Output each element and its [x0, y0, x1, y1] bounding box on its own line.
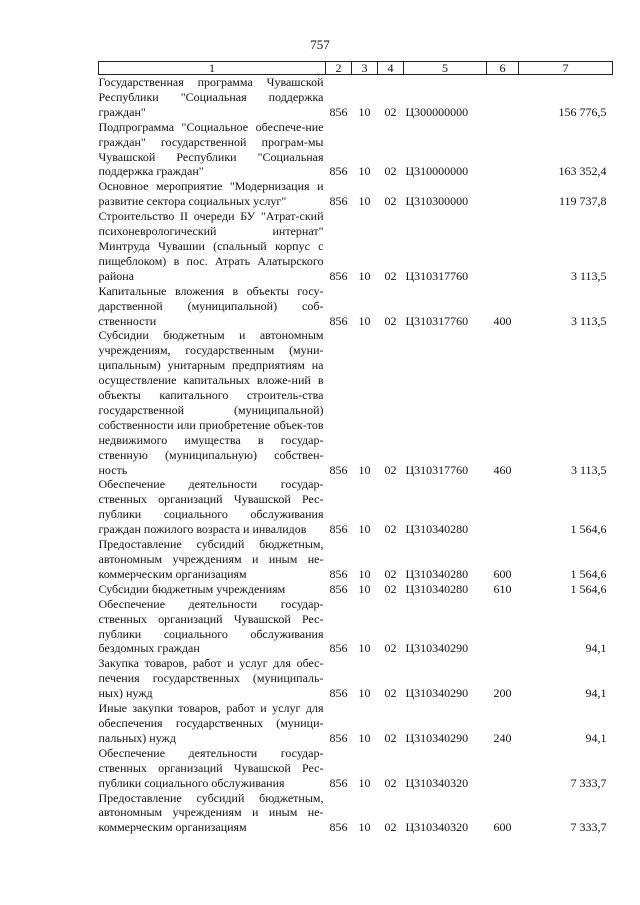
row-ministry: 856	[329, 686, 348, 701]
row-name: Строительство II очереди БУ "Атрат-ский психоневрологический интернат" Минтруда Чувашии (спальный корпус с пищеблоком) в пос. Атрать Алатырского района	[98, 209, 324, 283]
table-row	[99, 120, 613, 180]
row-subsection: 02	[384, 313, 397, 328]
row-target: Ц310317760	[405, 313, 469, 328]
row-subsection: 02	[384, 194, 397, 209]
table-row	[99, 477, 613, 537]
row-name: Субсидии бюджетным учреждениям	[98, 581, 286, 596]
row-subsection: 02	[384, 775, 397, 790]
row-target: Ц310317760	[405, 462, 469, 477]
table-row	[99, 791, 613, 836]
row-name: Предоставление субсидий бюджетным, автономным учреждениям и иным не-коммерческим организациям	[98, 537, 324, 581]
row-type	[487, 209, 519, 284]
row-type: 200	[493, 686, 512, 701]
table-row	[99, 701, 613, 746]
header-cell-target: 5	[404, 62, 487, 75]
row-ministry: 856	[329, 820, 348, 835]
row-amount: 7 333,7	[570, 820, 607, 835]
table-header	[99, 62, 613, 75]
row-ministry: 856	[329, 194, 348, 209]
row-target: Ц310340280	[405, 581, 469, 596]
table-row	[99, 537, 613, 582]
row-section: 10	[358, 462, 371, 477]
table-row	[99, 597, 613, 657]
row-type: 460	[493, 462, 512, 477]
row-subsection: 02	[384, 566, 397, 581]
header-cell-subsection: 4	[378, 62, 404, 75]
row-subsection: 02	[384, 522, 397, 537]
row-subsection: 02	[384, 462, 397, 477]
row-amount: 3 113,5	[570, 268, 607, 283]
row-section: 10	[358, 268, 371, 283]
row-section: 10	[358, 566, 371, 581]
row-name: Обеспечение деятельности государ-ственных организаций Чувашской Рес-публики социального обслуживания	[98, 745, 324, 790]
row-amount: 156 776,5	[558, 104, 607, 119]
row-type	[487, 179, 519, 209]
row-amount: 1 564,6	[570, 566, 607, 581]
row-amount: 119 737,8	[558, 194, 607, 209]
row-section: 10	[358, 313, 371, 328]
row-amount: 1 564,6	[570, 581, 607, 596]
row-target: Ц310340280	[405, 566, 469, 581]
table-row	[99, 582, 613, 597]
row-ministry: 856	[329, 164, 348, 179]
row-target: Ц310300000	[405, 194, 469, 209]
row-target: Ц310340320	[405, 820, 469, 835]
table-row	[99, 75, 613, 120]
row-target: Ц310340290	[405, 730, 469, 745]
table-row	[99, 328, 613, 477]
row-section: 10	[358, 194, 371, 209]
row-target: Ц300000000	[405, 104, 469, 119]
row-name: Основное мероприятие "Модернизация и развитие сектора социальных услуг"	[98, 179, 324, 209]
row-name: Иные закупки товаров, работ и услуг для обеспечения государственных (муници-пальных) нужд	[98, 701, 324, 745]
row-subsection: 02	[384, 820, 397, 835]
row-target: Ц310317760	[405, 268, 469, 283]
row-type	[487, 477, 519, 537]
row-section: 10	[358, 164, 371, 179]
table-row	[99, 209, 613, 284]
row-subsection: 02	[384, 104, 397, 119]
row-section: 10	[358, 104, 371, 119]
row-amount: 163 352,4	[558, 164, 607, 179]
row-ministry: 856	[329, 522, 348, 537]
row-name: Капитальные вложения в объекты госу-дарственной (муниципальной) соб-ственности	[98, 283, 324, 328]
row-type: 400	[493, 313, 512, 328]
row-type: 600	[493, 566, 512, 581]
row-name: Субсидии бюджетным и автономным учреждениям, государственным (муни-ципальным) унитарным предприятиям на осуществление капитальных вложе-ний в объекты капитального строитель-ства государственной (муниципальной) собственности или приобретение объек-тов недвижимого имущества в государ-ственную (муниципальную) собствен-ность	[98, 328, 324, 477]
row-section: 10	[358, 686, 371, 701]
header-row	[99, 62, 613, 75]
row-ministry: 856	[329, 566, 348, 581]
row-section: 10	[358, 641, 371, 656]
row-target: Ц310340320	[405, 775, 469, 790]
row-amount: 3 113,5	[570, 462, 607, 477]
row-amount: 7 333,7	[570, 775, 607, 790]
row-type: 600	[493, 820, 512, 835]
row-type	[487, 120, 519, 180]
row-subsection: 02	[384, 164, 397, 179]
row-subsection: 02	[384, 268, 397, 283]
budget-table	[98, 61, 613, 835]
row-type	[487, 75, 519, 120]
row-type: 610	[493, 581, 512, 596]
row-subsection: 02	[384, 686, 397, 701]
row-subsection: 02	[384, 581, 397, 596]
row-type	[487, 597, 519, 657]
row-amount: 94,1	[585, 686, 607, 701]
row-name: Подпрограмма "Социальное обеспече-ние граждан" государственной програм-мы Чувашской Республики "Социальная поддержка граждан"	[98, 119, 324, 179]
row-ministry: 856	[329, 581, 348, 596]
header-cell-name: 1	[99, 62, 326, 75]
row-target: Ц310340290	[405, 641, 469, 656]
header-cell-type: 6	[487, 62, 519, 75]
row-ministry: 856	[329, 641, 348, 656]
row-name: Обеспечение деятельности государ-ственных организаций Чувашской Рес-публики социального обслуживания бездомных граждан	[98, 596, 324, 656]
row-section: 10	[358, 775, 371, 790]
row-name: Закупка товаров, работ и услуг для обес-печения государственных (муниципаль-ных) нужд	[98, 656, 324, 701]
row-ministry: 856	[329, 313, 348, 328]
row-name: Предоставление субсидий бюджетным, автономным учреждениям и иным не-коммерческим организациям	[98, 790, 324, 835]
row-section: 10	[358, 581, 371, 596]
table-row	[99, 284, 613, 329]
row-ministry: 856	[329, 775, 348, 790]
table-row	[99, 179, 613, 209]
row-name: Обеспечение деятельности государ-ственных организаций Чувашской Рес-публики социального обслуживания граждан пожилого возраста и инвалидов	[98, 477, 324, 537]
page-number: 757	[310, 37, 330, 52]
row-target: Ц310340290	[405, 686, 469, 701]
table-body	[99, 75, 613, 836]
row-amount: 3 113,5	[570, 313, 607, 328]
row-amount: 94,1	[585, 730, 607, 745]
row-target: Ц310000000	[405, 164, 469, 179]
row-type	[487, 746, 519, 791]
header-cell-ministry: 2	[326, 62, 352, 75]
row-ministry: 856	[329, 730, 348, 745]
row-ministry: 856	[329, 462, 348, 477]
row-subsection: 02	[384, 641, 397, 656]
row-ministry: 856	[329, 104, 348, 119]
table-row	[99, 656, 613, 701]
row-section: 10	[358, 730, 371, 745]
table-row	[99, 746, 613, 791]
row-target: Ц310340280	[405, 522, 469, 537]
row-amount: 1 564,6	[570, 522, 607, 537]
row-section: 10	[358, 820, 371, 835]
row-section: 10	[358, 522, 371, 537]
row-amount: 94,1	[585, 641, 607, 656]
row-name: Государственная программа Чувашской Республики "Социальная поддержка граждан"	[98, 75, 324, 119]
row-ministry: 856	[329, 268, 348, 283]
header-cell-amount: 7	[519, 62, 613, 75]
row-type: 240	[493, 730, 512, 745]
header-cell-section: 3	[352, 62, 378, 75]
row-subsection: 02	[384, 730, 397, 745]
